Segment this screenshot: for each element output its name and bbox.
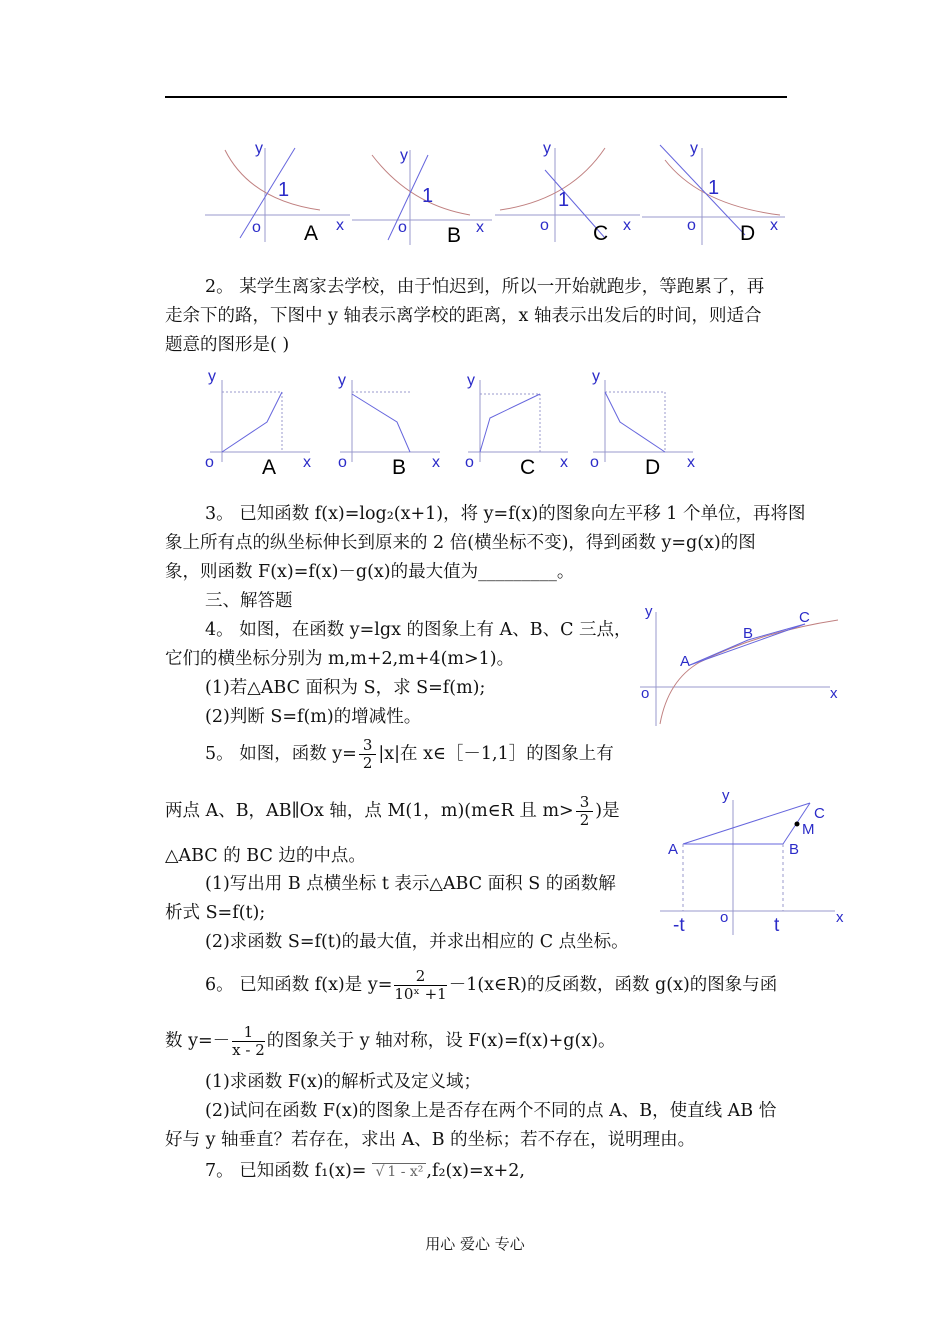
q5-line3: △ABC 的 BC 边的中点。: [165, 846, 366, 866]
q5-point-m: M: [802, 821, 815, 838]
q6-frac-2-den: x - 2: [232, 1041, 265, 1059]
q5-line4: (1)写出用 B 点横坐标 t 表示△ABC 面积 S 的函数解: [205, 874, 616, 894]
q1a-one-label: 1: [278, 179, 290, 201]
q5-point-b: B: [789, 841, 800, 858]
q2-line3: 题意的图形是( ): [165, 335, 290, 355]
q5-t-label: t: [774, 915, 780, 936]
q2d-y-label: y: [592, 368, 600, 385]
q1c-one-label: 1: [558, 189, 570, 211]
q7-line1-post: ,f₂(x)=x+2,: [426, 1161, 525, 1181]
q6-line5: 好与 y 轴垂直？若存在，求出 A、B 的坐标；若不存在，说明理由。: [165, 1130, 696, 1150]
q1b-x-label: x: [476, 219, 484, 236]
q4-point-c: C: [799, 609, 810, 626]
q5-frac-1-num: 3: [359, 737, 377, 755]
q5-o-label: o: [720, 909, 729, 926]
q7-line1: [205, 1157, 525, 1186]
q2-option-c: C: [520, 456, 536, 479]
q5-neg-t-label: -t: [673, 915, 685, 936]
q5-line1-pre: 5。 如图，函数 y=: [205, 744, 357, 764]
q1d-one-label: 1: [708, 177, 720, 199]
q5-point-m-dot: [795, 822, 800, 827]
q2b-y-label: y: [338, 372, 346, 389]
q5-line6: (2)求函数 S=f(t)的最大值，并求出相应的 C 点坐标。: [205, 932, 629, 952]
q6-line2: [165, 1024, 616, 1059]
q4-line4: (2)判断 S=f(m)的增减性。: [205, 707, 422, 727]
q5-line2-pre: 两点 A、B，AB∥Ox 轴，点 M(1，m)(m∈R 且 m>: [165, 801, 574, 821]
q3-line3: 象，则函数 F(x)=f(x)－g(x)的最大值为_________。: [165, 562, 575, 582]
q2d-o-label: o: [590, 454, 599, 471]
section-heading: 三、解答题: [205, 591, 293, 611]
q7-sqrt-content: 1 - x²: [387, 1163, 426, 1180]
q1c-y-label: y: [543, 140, 551, 157]
q6-frac-1: [394, 968, 446, 1003]
q4-line1: 4。 如图，在函数 y=lgx 的图象上有 A、B、C 三点，: [205, 620, 632, 640]
q1d-x-label: x: [770, 217, 778, 234]
q2a-x-label: x: [303, 454, 311, 471]
q2-option-b: B: [392, 456, 407, 479]
q2c-y-label: y: [467, 372, 475, 389]
q2-option-d: D: [645, 456, 661, 479]
q4-line2: 它们的横坐标分别为 m,m+2,m+4(m>1)。: [165, 649, 515, 669]
q4-point-a: A: [680, 653, 691, 670]
q2-line1: 2。 某学生离家去学校，由于怕迟到，所以一开始就跑步，等跑累了，再: [205, 277, 765, 297]
q2-line2: 走余下的路，下图中 y 轴表示离学校的距离，x 轴表示出发后的时间，则适合: [165, 306, 762, 326]
q3-line1: 3。 已知函数 f(x)=log₂(x+1)，将 y=f(x)的图象向左平移 1 个单位，再将图: [205, 504, 806, 524]
q6-frac-1-num: 2: [394, 968, 446, 986]
q2b-x-label: x: [432, 454, 440, 471]
q5-point-a: A: [668, 841, 679, 858]
q2-option-a: A: [262, 456, 277, 479]
q5-frac-2-num: 3: [576, 794, 594, 812]
q5-line5: 析式 S=f(t);: [165, 903, 266, 923]
q6-line2-pre: 数 y=－: [165, 1031, 231, 1051]
q6-line1-post: －1(x∈R)的反函数，函数 g(x)的图象与函: [448, 975, 778, 995]
q1c-x-label: x: [623, 217, 631, 234]
q1d-o-label: o: [687, 217, 696, 234]
q6-line1: [205, 968, 777, 1003]
q4-point-b: B: [743, 625, 754, 642]
q1-option-a: A: [304, 222, 319, 245]
q2d-x-label: x: [687, 454, 695, 471]
q2c-x-label: x: [560, 454, 568, 471]
q1-option-c: C: [593, 222, 609, 245]
q5-frac-1-den: 2: [362, 754, 373, 772]
q5-line1-post: |x|在 x∈［－1,1］的图象上有: [378, 744, 614, 764]
q1b-y-label: y: [400, 147, 408, 164]
q2b-o-label: o: [338, 454, 347, 471]
q6-line1-pre: 6。 已知函数 f(x)是 y=: [205, 975, 393, 995]
q6-frac-2: [232, 1024, 265, 1059]
q7-sqrt: √: [372, 1163, 387, 1180]
q6-line3: (1)求函数 F(x)的解析式及定义域；: [205, 1072, 482, 1092]
q5-point-c: C: [814, 805, 825, 822]
q1a-y-label: y: [255, 140, 263, 157]
q5-frac-2-den: 2: [579, 811, 590, 829]
q6-frac-1-den: 10ˣ +1: [394, 985, 447, 1003]
q1b-o-label: o: [398, 219, 407, 236]
q2a-o-label: o: [205, 454, 214, 471]
q4-o-label: o: [641, 685, 650, 702]
q5-y-label: y: [722, 787, 730, 804]
q2a-y-label: y: [208, 368, 216, 385]
q1a-x-label: x: [336, 217, 344, 234]
q1a-o-label: o: [252, 219, 261, 236]
q5-x-label: x: [836, 909, 844, 926]
q7-line1-pre: 7。 已知函数 f₁(x)=: [205, 1161, 367, 1181]
q6-line4: (2)试问在函数 F(x)的图象上是否存在两个不同的点 A、B，使直线 AB 恰: [205, 1101, 777, 1121]
q5-line2-post: )是: [595, 801, 620, 821]
page-footer: 用心 爱心 专心: [425, 1235, 525, 1253]
q6-frac-2-num: 1: [232, 1024, 265, 1042]
q1-option-d: D: [740, 222, 756, 245]
q3-line2: 象上所有点的纵坐标伸长到原来的 2 倍(横坐标不变)，得到函数 y=g(x)的图: [165, 533, 756, 553]
q6-line2-post: 的图象关于 y 轴对称，设 F(x)=f(x)+g(x)。: [266, 1031, 616, 1051]
q4-y-label: y: [645, 603, 653, 620]
q2c-o-label: o: [465, 454, 474, 471]
q4-line3: (1)若△ABC 面积为 S，求 S=f(m);: [205, 678, 486, 698]
q1c-o-label: o: [540, 217, 549, 234]
q1b-one-label: 1: [422, 185, 434, 207]
q1d-y-label: y: [690, 140, 698, 157]
q4-x-label: x: [830, 685, 838, 702]
q1-option-b: B: [447, 224, 462, 247]
